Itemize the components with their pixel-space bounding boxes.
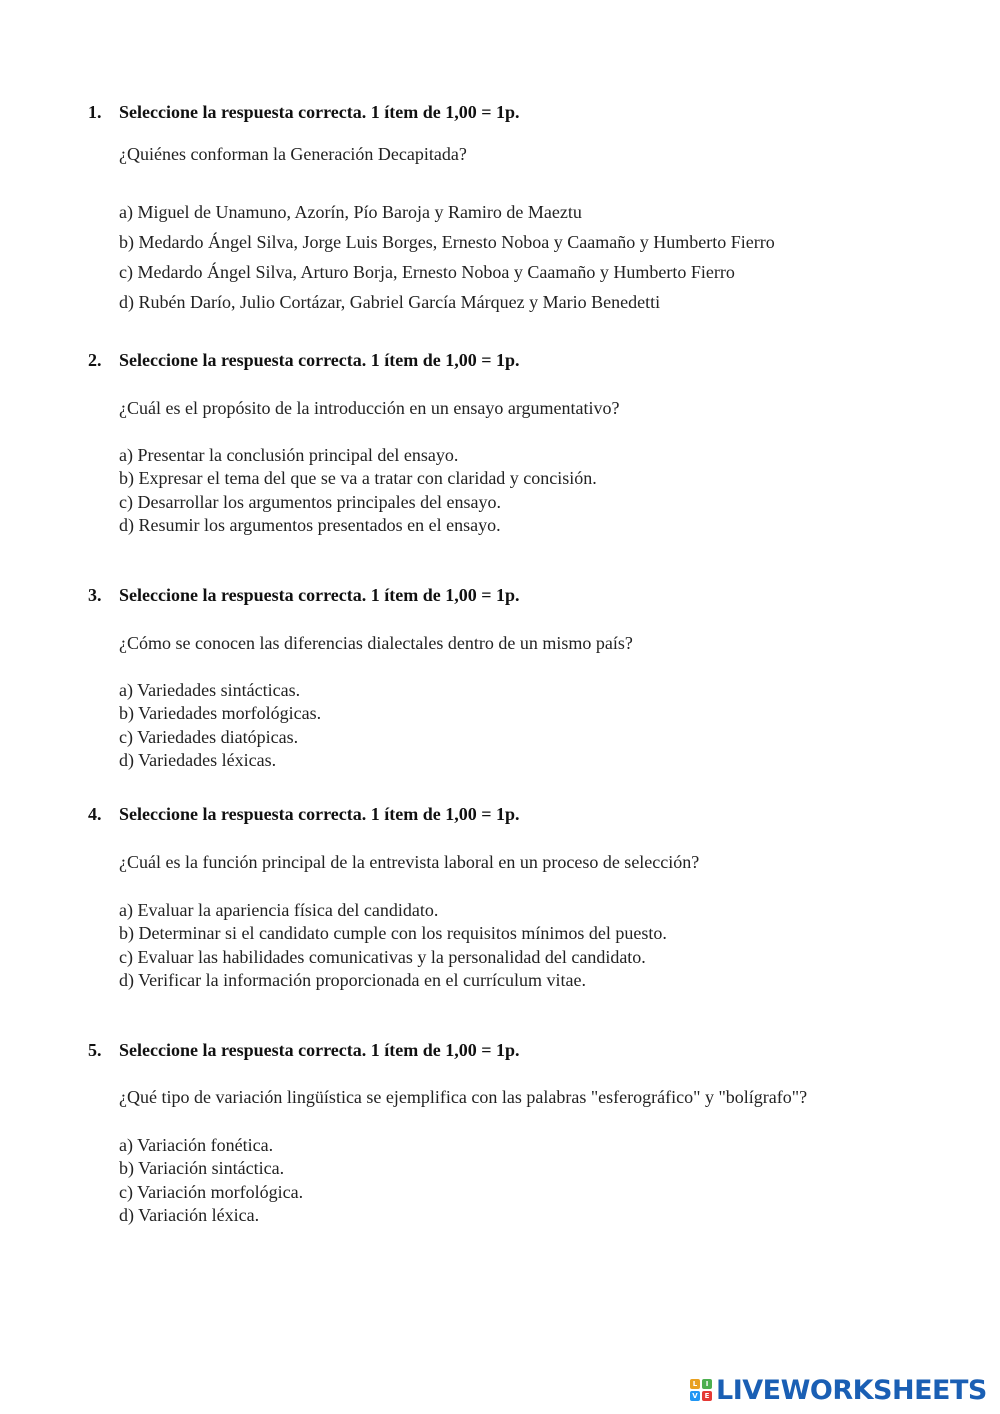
option-list [119,899,667,992]
question-text: ¿Qué tipo de variación lingüística se ejemplifica con las palabras "esferográfico" y "bolígrafo"? [119,1087,808,1107]
question-instruction: Seleccione la respuesta correcta. 1 ítem de 1,00 = 1p. [119,804,520,824]
question-instruction: Seleccione la respuesta correcta. 1 ítem de 1,00 = 1p. [119,1040,520,1060]
question-instruction: Seleccione la respuesta correcta. 1 ítem de 1,00 = 1p. [119,350,520,370]
question-text: ¿Quiénes conforman la Generación Decapitada? [119,144,467,164]
option-c[interactable]: c) Evaluar las habilidades comunicativas y la personalidad del candidato. [119,946,646,967]
question-text: ¿Cuál es el propósito de la introducción en un ensayo argumentativo? [119,398,620,418]
logo-text: LIVEWORKSHEETS [716,1374,987,1406]
question-heading [88,584,520,606]
question-number: 2. [88,350,102,370]
option-a[interactable]: a) Miguel de Unamuno, Azorín, Pío Baroja y Ramiro de Maeztu [119,202,582,222]
option-d[interactable]: d) Variedades léxicas. [119,749,277,770]
option-b[interactable]: b) Variedades morfológicas. [119,703,322,724]
question-number: 3. [88,585,102,605]
option-b[interactable]: b) Expresar el tema del que se va a tratar con claridad y concisión. [119,468,597,489]
question-text: ¿Cuál es la función principal de la entrevista laboral en un proceso de selección? [119,852,700,872]
option-a[interactable]: a) Variación fonética. [119,1135,274,1155]
option-d[interactable]: d) Verificar la información proporcionada en el currículum vitae. [119,969,586,990]
option-a[interactable]: a) Presentar la conclusión principal del ensayo. [119,445,459,465]
option-c[interactable]: c) Variedades diatópicas. [119,726,299,747]
option-d[interactable]: d) Rubén Darío, Julio Cortázar, Gabriel García Márquez y Mario Benedetti [119,292,661,312]
question-instruction: Seleccione la respuesta correcta. 1 ítem de 1,00 = 1p. [119,585,520,605]
logo-mark-icon [690,1379,712,1401]
option-b[interactable]: b) Variación sintáctica. [119,1158,285,1179]
option-list [119,679,321,772]
option-d[interactable]: d) Resumir los argumentos presentados en el ensayo. [119,514,501,535]
question-heading [88,1039,520,1061]
option-c[interactable]: c) Medardo Ángel Silva, Arturo Borja, Ernesto Noboa y Caamaño y Humberto Fierro [119,262,735,282]
question-number: 4. [88,804,102,824]
option-a[interactable]: a) Variedades sintácticas. [119,680,301,700]
option-c[interactable]: c) Desarrollar los argumentos principales del ensayo. [119,491,502,512]
logo-mark-cell: I [702,1379,712,1389]
option-b[interactable]: b) Determinar si el candidato cumple con los requisitos mínimos del puesto. [119,923,667,944]
logo-mark-cell: V [690,1391,700,1401]
question-heading [88,101,520,123]
option-list [119,1134,303,1227]
question-text: ¿Cómo se conocen las diferencias dialectales dentro de un mismo país? [119,633,633,653]
question-number: 5. [88,1040,102,1060]
option-list [119,201,775,321]
option-c[interactable]: c) Variación morfológica. [119,1181,304,1202]
option-list [119,444,597,537]
logo-mark-cell: E [702,1391,712,1401]
question-heading [88,349,520,371]
option-b[interactable]: b) Medardo Ángel Silva, Jorge Luis Borges, Ernesto Noboa y Caamaño y Humberto Fierro [119,232,775,252]
option-a[interactable]: a) Evaluar la apariencia física del candidato. [119,900,439,920]
question-instruction: Seleccione la respuesta correcta. 1 ítem de 1,00 = 1p. [119,102,520,122]
liveworksheets-logo [690,1376,987,1404]
question-number: 1. [88,102,102,122]
logo-mark-cell: L [690,1379,700,1389]
question-heading [88,803,520,825]
option-d[interactable]: d) Variación léxica. [119,1204,260,1225]
